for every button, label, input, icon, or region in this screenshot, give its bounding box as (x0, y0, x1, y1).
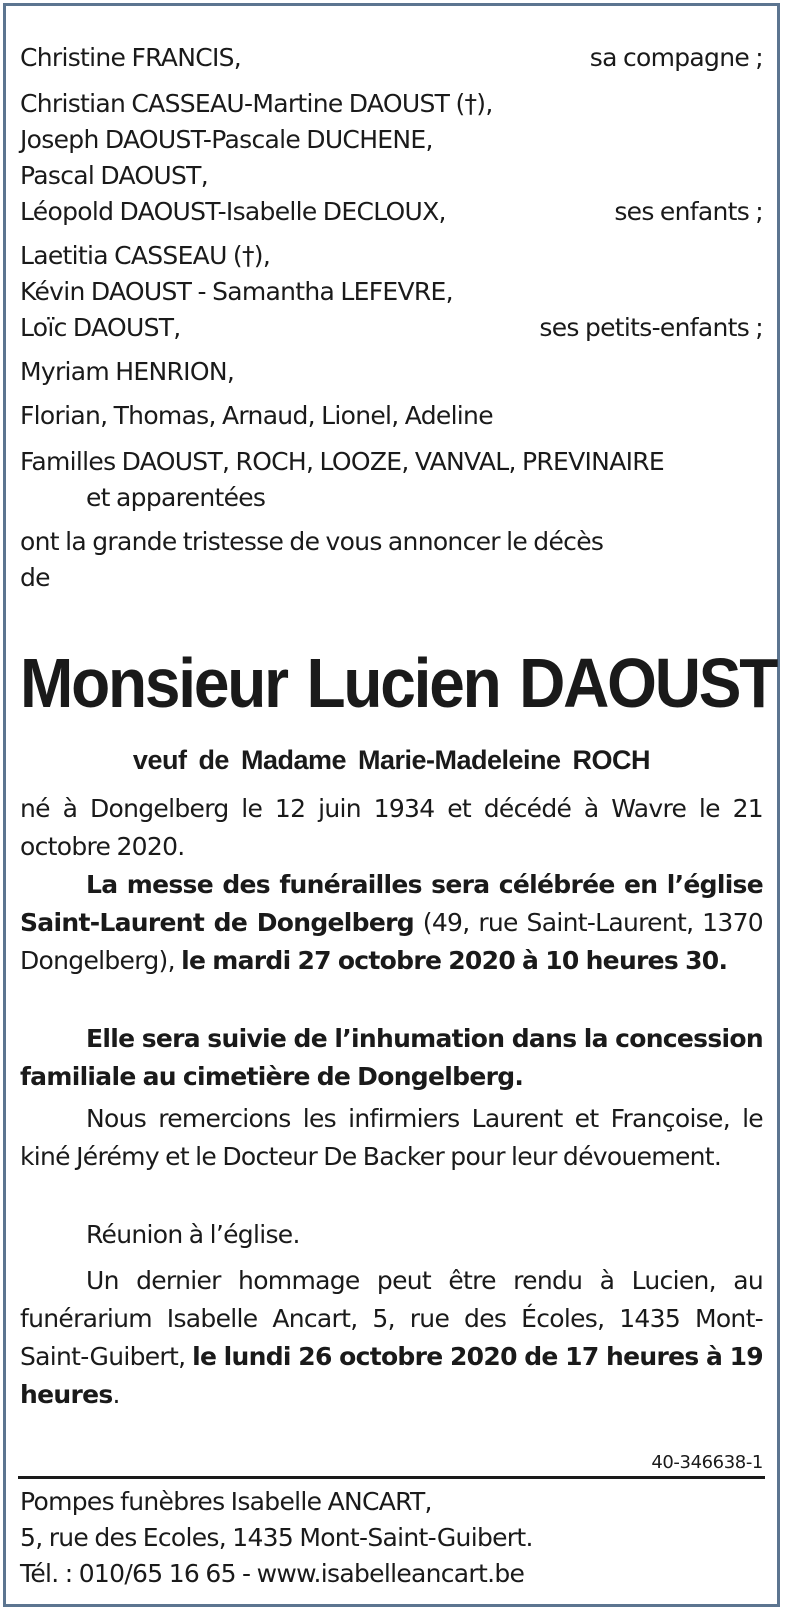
companion-line (20, 40, 763, 76)
mass-date: le mardi 27 octobre 2020 à 10 heures 30. (181, 946, 728, 975)
companion-role: sa compagne ; (589, 43, 763, 72)
grandchild-name: Kévin DAOUST - Samantha LEFEVRE, (20, 277, 453, 306)
mass-address: (49, rue Saint-Laurent, 1370 Dongelberg), (20, 908, 764, 975)
child-line (20, 194, 763, 230)
footer-contact-line: Tél. : 010/65 16 65 - www.isabelleancart.be (20, 1559, 525, 1588)
deceased-name: Monsieur Lucien DAOUST (20, 644, 777, 723)
tribute-paragraph (20, 1262, 763, 1414)
grandchildren-role: ses petits-enfants ; (539, 313, 763, 342)
child-name: Joseph DAOUST-Pascale DUCHENE, (20, 125, 433, 154)
footer-line: 5, rue des Ecoles, 1435 Mont-Saint-Guibert. (20, 1523, 533, 1552)
obituary-notice (3, 3, 780, 1607)
reference-number: 40-346638-1 (651, 1452, 763, 1473)
divider (18, 1476, 765, 1479)
announcement-line: de (20, 563, 50, 592)
tribute-text: Un dernier hommage peut être rendu à Lucien, au funérarium Isabelle Ancart, 5, rue des Écoles, 1435 Mont-Saint-Guibert, (20, 1266, 763, 1371)
grandchild-line (20, 238, 763, 274)
widower-line: veuf de Madame Marie-Madeleine ROCH (132, 745, 651, 775)
birth-death-paragraph: né à Dongelberg le 12 juin 1934 et décédé à Wavre le 21 octobre 2020. (20, 794, 763, 861)
families-line: Familles DAOUST, ROCH, LOOZE, VANVAL, PREVINAIRE (20, 447, 665, 476)
meeting-paragraph: Réunion à l’église. (86, 1220, 300, 1249)
mass-intro: La messe des funérailles sera célébrée en l’église Saint-Laurent de Dongelberg (20, 870, 763, 937)
tribute-date: le lundi 26 octobre 2020 de 17 heures à 19 heures (20, 1342, 764, 1409)
child-name: Christian CASSEAU-Martine DAOUST (†), (20, 89, 493, 118)
child-line (20, 122, 763, 158)
tribute-end: . (112, 1380, 120, 1409)
families-cont-line: et apparentées (86, 483, 266, 512)
children-role: ses enfants ; (614, 197, 763, 226)
child-name: Pascal DAOUST, (20, 161, 208, 190)
thanks-paragraph: Nous remercions les infirmiers Laurent et Françoise, le kiné Jérémy et le Docteur De Backer pour leur dévouement. (20, 1104, 763, 1171)
grandchild-name: Loïc DAOUST, (20, 313, 181, 342)
grandchild-line (20, 310, 763, 346)
child-line (20, 86, 763, 122)
mass-paragraph (20, 866, 763, 980)
burial-paragraph: Elle sera suivie de l’inhumation dans la concession familiale au cimetière de Dongelberg. (20, 1024, 763, 1091)
grandchild-name: Laetitia CASSEAU (†), (20, 241, 271, 270)
relative-line: Myriam HENRION, (20, 357, 235, 386)
child-line (20, 158, 763, 194)
companion-name: Christine FRANCIS, (20, 43, 242, 72)
relative-line: Florian, Thomas, Arnaud, Lionel, Adeline (20, 401, 493, 430)
footer-line: Pompes funèbres Isabelle ANCART, (20, 1487, 432, 1516)
child-name: Léopold DAOUST-Isabelle DECLOUX, (20, 197, 446, 226)
announcement-line: ont la grande tristesse de vous annoncer le décès (20, 527, 604, 556)
grandchild-line (20, 274, 763, 310)
